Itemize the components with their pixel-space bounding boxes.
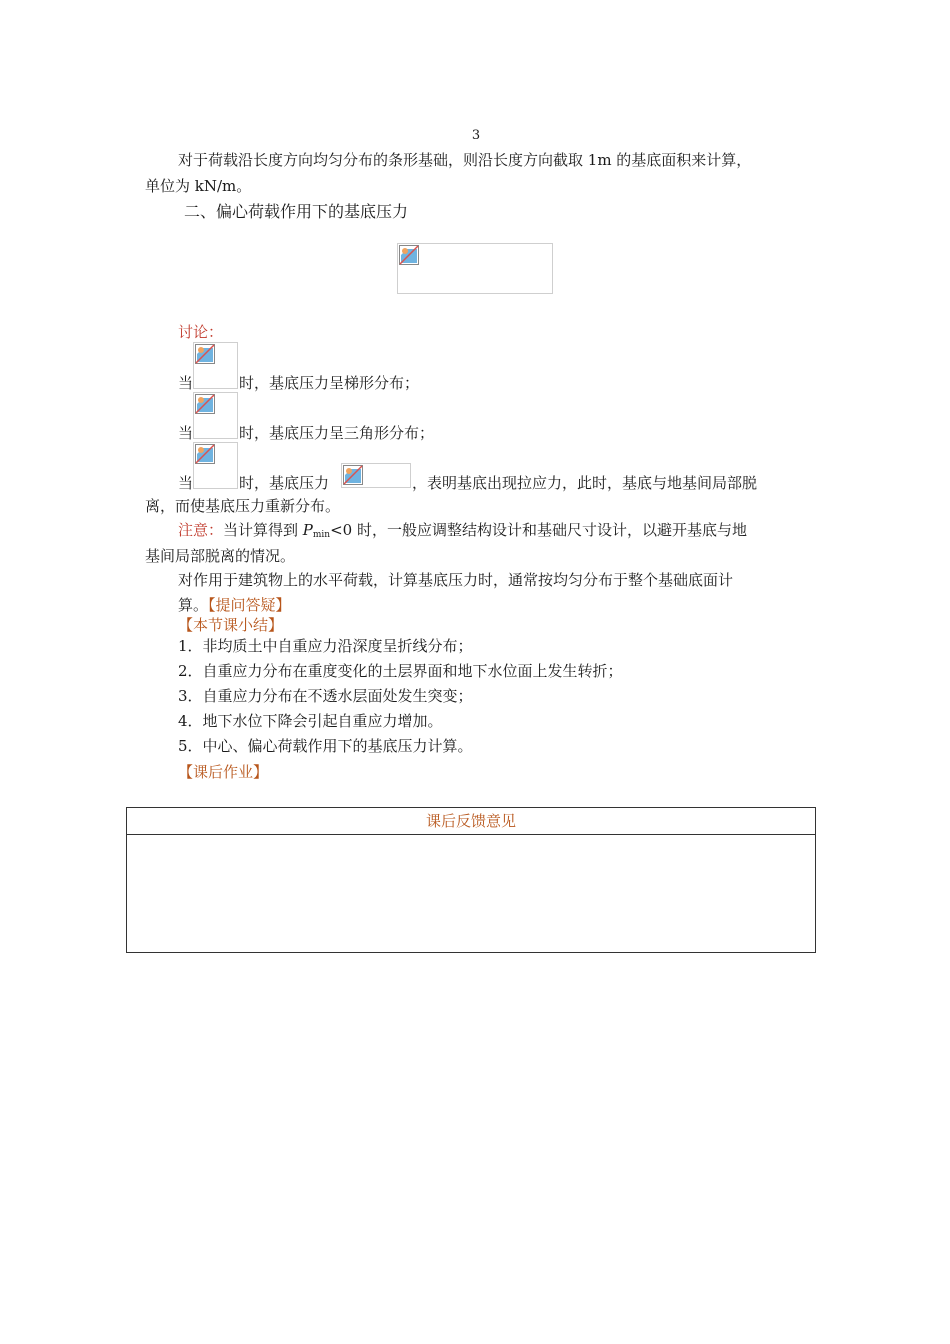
paragraph-strip-foundation-line2: 单位为 kN/m。 [145, 177, 252, 195]
broken-image-icon [195, 394, 215, 414]
case-3-line2: 离，而使基底压力重新分布。 [145, 497, 341, 515]
note-before: 当计算得到 [223, 521, 303, 539]
note-after: <0 时，一般应调整结构设计和基础尺寸设计，以避开基底与地 [330, 521, 747, 539]
formula-image-2 [193, 392, 238, 439]
summary-tag: 【本节课小结】 [178, 616, 284, 634]
case-1-text: 时，基底压力呈梯形分布； [239, 374, 420, 392]
note-subscript: min [312, 530, 331, 540]
horizontal-load-line2 [178, 595, 291, 615]
homework-tag: 【课后作业】 [178, 763, 269, 781]
broken-image-icon [195, 444, 215, 464]
note-paragraph [178, 520, 747, 545]
formula-image-4 [341, 463, 411, 488]
summary-item: 3．自重应力分布在不透水层面处发生突变； [178, 687, 473, 705]
eccentric-load-figure [397, 243, 553, 294]
feedback-table [126, 807, 816, 953]
qa-tag: 【提问答疑】 [208, 596, 291, 614]
broken-image-icon [343, 465, 363, 485]
case-2-prefix: 当 [178, 424, 194, 442]
note-label: 注意： [178, 521, 224, 539]
feedback-table-header: 课后反馈意见 [127, 808, 815, 835]
page-number: 3 [471, 128, 481, 143]
summary-item: 4．地下水位下降会引起自重应力增加。 [178, 712, 443, 730]
summary-item: 2．自重应力分布在重度变化的土层界面和地下水位面上发生转折； [178, 662, 623, 680]
case-3-prefix: 当 [178, 474, 194, 492]
broken-image-icon [399, 245, 419, 265]
discussion-label: 讨论： [178, 323, 224, 341]
summary-item: 5．中心、偏心荷载作用下的基底压力计算。 [178, 737, 473, 755]
case-3-middle: 时，基底压力 [239, 474, 330, 492]
case-2-text: 时，基底压力呈三角形分布； [239, 424, 435, 442]
broken-image-icon [195, 344, 215, 364]
case-3-text: ，表明基底出现拉应力，此时，基底与地基间局部脱 [412, 474, 758, 492]
section-heading: 二、偏心荷载作用下的基底压力 [184, 202, 409, 221]
horizontal-load-end: 算。 [178, 596, 209, 614]
summary-item: 1．非均质土中自重应力沿深度呈折线分布； [178, 637, 473, 655]
feedback-table-body [127, 835, 815, 953]
horizontal-load-line1: 对作用于建筑物上的水平荷载，计算基底压力时，通常按均匀分布于整个基础底面计 [178, 571, 734, 589]
formula-image-1 [193, 342, 238, 389]
note-line2: 基间局部脱离的情况。 [145, 547, 296, 565]
case-1-prefix: 当 [178, 374, 194, 392]
paragraph-strip-foundation-line1: 对于荷载沿长度方向均匀分布的条形基础，则沿长度方向截取 1m 的基底面积来计算， [178, 151, 752, 169]
formula-image-3 [193, 442, 238, 489]
note-symbol: P [302, 521, 313, 539]
